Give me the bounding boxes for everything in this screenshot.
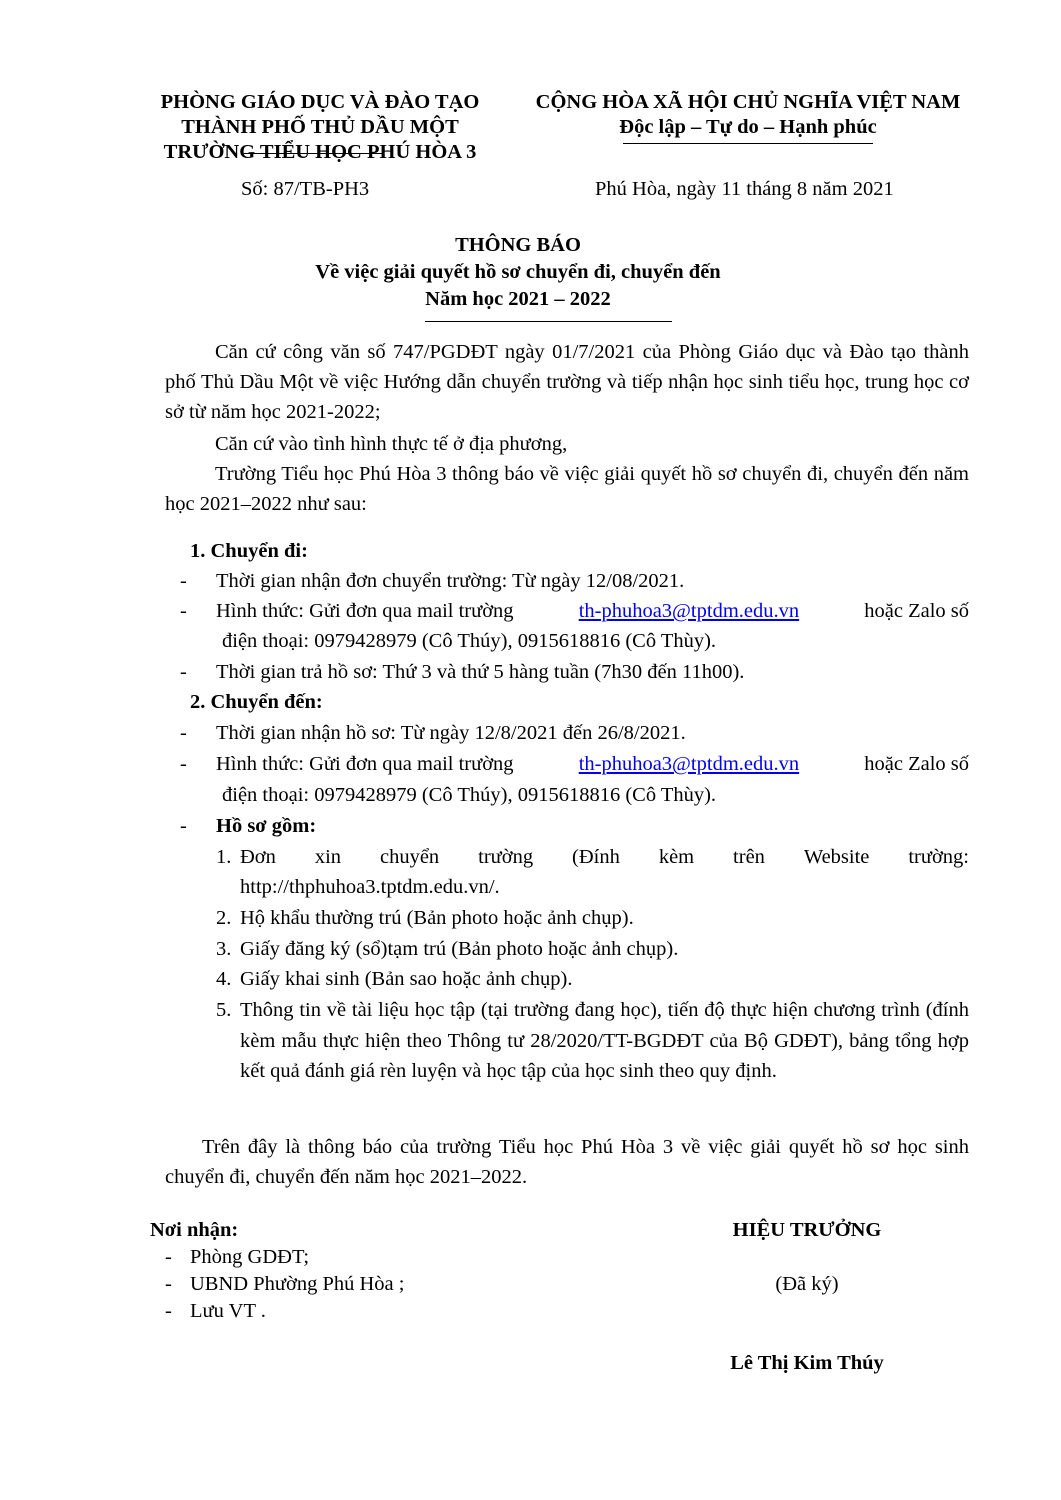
intro-paragraph-2: Căn cứ vào tình hình thực tế ở địa phương,: [215, 433, 568, 455]
signed-note: (Đã ký): [775, 1273, 839, 1295]
section-2-form: [216, 749, 969, 779]
school-email-link[interactable]: th-phuhoa3@tptdm.edu.vn: [578, 600, 800, 622]
signer-title: HIỆU TRƯỞNG: [732, 1219, 882, 1241]
section-1-phones: điện thoại: 0979428979 (Cô Thúy), 0915618816 (Cô Thùy).: [222, 630, 717, 652]
word: trên: [733, 846, 765, 868]
agency-line-2: THÀNH PHỐ THỦ DẦU MỘT: [181, 116, 459, 138]
word: trường: [478, 846, 534, 868]
section-2-time: Thời gian nhận hồ sơ: Từ ngày 12/8/2021 đến 26/8/2021.: [216, 722, 686, 744]
agency-underline: [244, 153, 384, 154]
doc-item-4: Giấy khai sinh (Bản sao hoặc ảnh chụp).: [240, 968, 573, 990]
form-prefix: Hình thức: Gửi đơn qua mail trường: [216, 600, 514, 622]
agency-line-1: PHÒNG GIÁO DỤC VÀ ĐÀO TẠO: [160, 91, 480, 113]
national-header: [518, 90, 978, 140]
section-1-form: [216, 596, 969, 626]
section-2-heading: 2. Chuyển đến:: [190, 691, 323, 713]
dash-bullet: -: [180, 722, 187, 744]
signer-name: Lê Thị Kim Thúy: [730, 1352, 884, 1374]
section-2-phones: điện thoại: 0979428979 (Cô Thúy), 0915618816 (Cô Thùy).: [222, 784, 717, 806]
word: trường:: [908, 846, 969, 868]
dash-bullet: -: [180, 570, 187, 592]
doc-title: THÔNG BÁO: [455, 234, 581, 256]
word: kèm: [658, 846, 695, 868]
dash-bullet: -: [165, 1300, 172, 1322]
motto-underline: [623, 143, 873, 144]
document-date: Phú Hòa, ngày 11 tháng 8 năm 2021: [595, 178, 894, 200]
intro-paragraph-3: Trường Tiểu học Phú Hòa 3 thông báo về việc giải quyết hồ sơ chuyển đi, chuyển đến năm học 2021–2022 như sau:: [165, 463, 969, 515]
title-underline: [425, 321, 672, 322]
document-number: Số: 87/TB-PH3: [241, 178, 370, 200]
word: (Đính: [572, 846, 620, 868]
doc-item-2: Hộ khẩu thường trú (Bản photo hoặc ảnh chụp).: [240, 907, 634, 929]
word: Đơn: [240, 846, 276, 868]
school-email-link[interactable]: th-phuhoa3@tptdm.edu.vn: [578, 753, 800, 775]
word: Website: [803, 846, 870, 868]
recipient-2: UBND Phường Phú Hòa ;: [190, 1273, 405, 1295]
doc-item-1: [240, 842, 969, 902]
dash-bullet: -: [180, 753, 187, 775]
doc-item-number: 5.: [216, 999, 232, 1021]
national-title: CỘNG HÒA XÃ HỘI CHỦ NGHĨA VIỆT NAM: [535, 91, 961, 113]
section-1-time: Thời gian nhận đơn chuyển trường: Từ ngày 12/08/2021.: [216, 570, 685, 592]
intro-paragraph-1: Căn cứ công văn số 747/PGDĐT ngày 01/7/2021 của Phòng Giáo dục và Đào tạo thành phố Thủ Dầu Một về việc Hướng dẫn chuyển trường và tiếp nhận học sinh tiểu học, trung học cơ sở từ năm học 2021-2022;: [165, 341, 969, 423]
dash-bullet: -: [180, 661, 187, 683]
word: chuyển: [379, 846, 440, 868]
recipient-1: Phòng GDĐT;: [190, 1246, 310, 1268]
agency-line-3: TRƯỜNG TIỂU HỌC PHÚ HÒA 3: [163, 141, 477, 163]
recipients-heading: Nơi nhận:: [150, 1219, 239, 1241]
dash-bullet: -: [165, 1273, 172, 1295]
doc-subtitle: Về việc giải quyết hồ sơ chuyển đi, chuyển đến: [315, 261, 721, 283]
docs-heading: Hồ sơ gồm:: [216, 815, 317, 837]
dash-bullet: -: [180, 600, 187, 622]
section-1-heading: 1. Chuyển đi:: [190, 540, 308, 562]
doc-item-number: 4.: [216, 968, 232, 990]
form-suffix: hoặc Zalo số: [864, 600, 969, 622]
doc-item-3: Giấy đăng ký (sổ)tạm trú (Bản photo hoặc ảnh chụp).: [240, 938, 679, 960]
website-url: http://thphuhoa3.tptdm.edu.vn/.: [240, 876, 500, 898]
dash-bullet: -: [165, 1246, 172, 1268]
recipient-3: Lưu VT .: [190, 1300, 266, 1322]
form-suffix: hoặc Zalo số: [864, 753, 969, 775]
national-motto: Độc lập – Tự do – Hạnh phúc: [619, 116, 877, 138]
doc-item-number: 1.: [216, 846, 232, 868]
doc-year: Năm học 2021 – 2022: [425, 288, 611, 310]
doc-item-number: 2.: [216, 907, 232, 929]
word: xin: [314, 846, 342, 868]
closing-paragraph: Trên đây là thông báo của trường Tiểu học Phú Hòa 3 về việc giải quyết hồ sơ học sinh chuyển đi, chuyển đến năm học 2021–2022.: [165, 1136, 969, 1188]
dash-bullet: -: [180, 815, 187, 837]
form-prefix: Hình thức: Gửi đơn qua mail trường: [216, 753, 514, 775]
doc-item-number: 3.: [216, 938, 232, 960]
section-1-return: Thời gian trả hồ sơ: Thứ 3 và thứ 5 hàng tuần (7h30 đến 11h00).: [216, 661, 745, 683]
doc-item-5: Thông tin về tài liệu học tập (tại trường đang học), tiến độ thực hiện chương trình (đính kèm mẫu thực hiện theo Thông tư 28/2020/TT-BGDĐT của Bộ GDĐT), bảng tổng hợp kết quả đánh giá rèn luyện và học tập của học sinh theo quy định.: [240, 999, 969, 1082]
